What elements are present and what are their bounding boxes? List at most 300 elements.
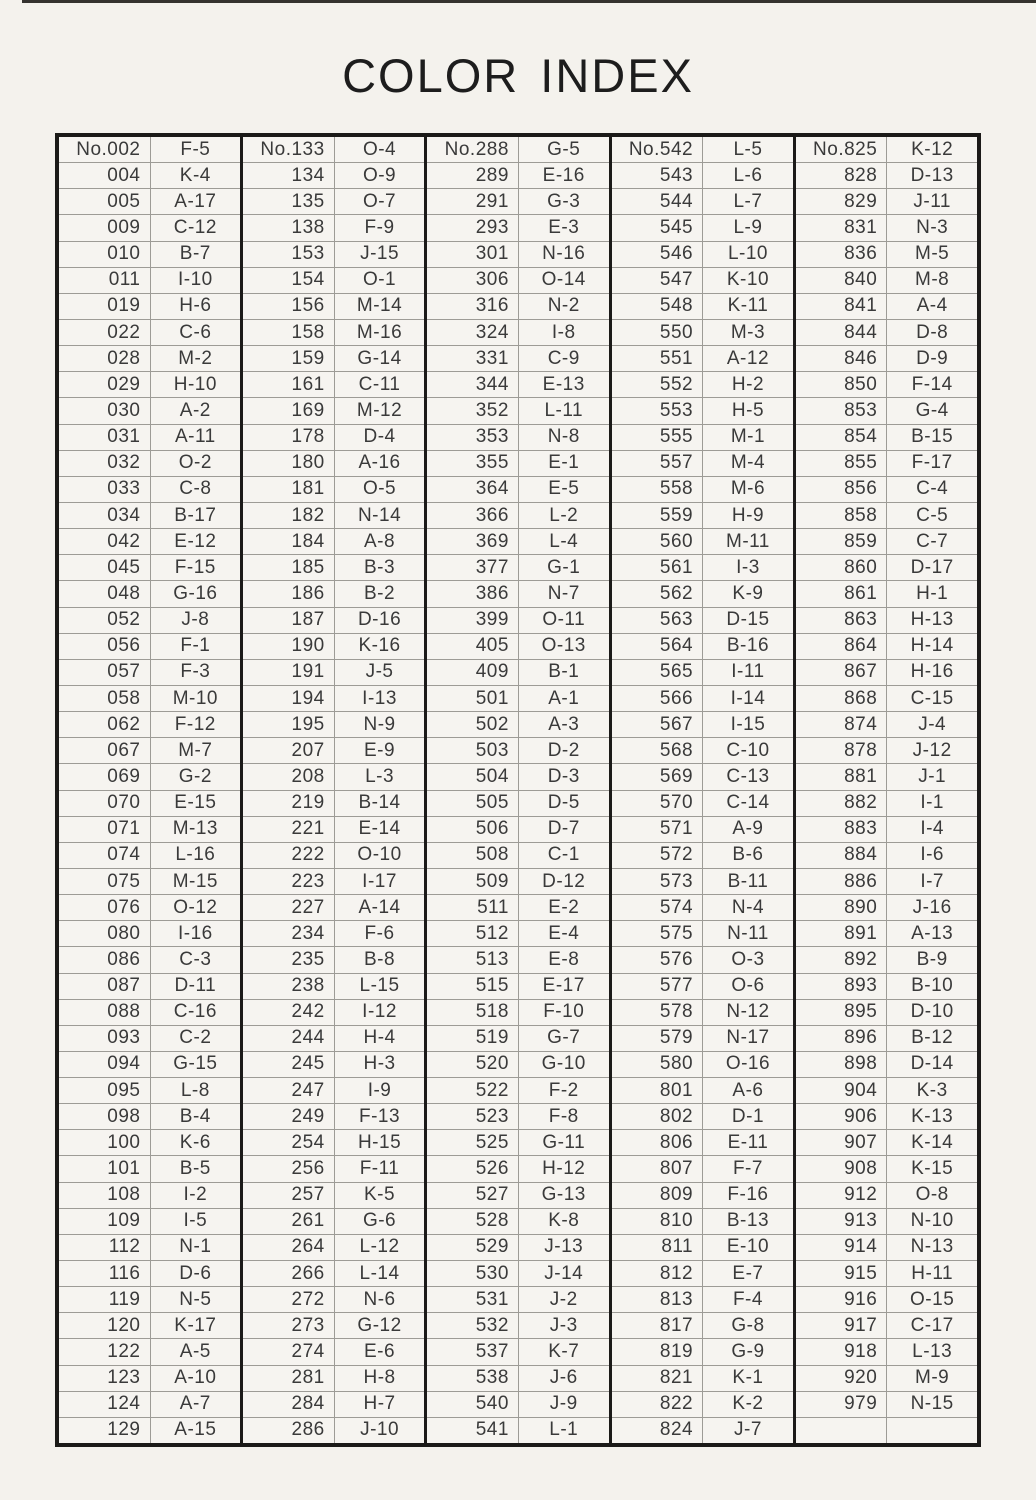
index-number-cell: 846	[796, 346, 888, 371]
color-code-cell: N-17	[726, 1027, 770, 1049]
index-number-cell: 369	[427, 529, 519, 554]
color-code-cell: I-14	[730, 687, 766, 709]
table-row	[59, 1130, 240, 1156]
index-number-cell: 563	[612, 608, 704, 633]
color-code-cell: L-9	[733, 216, 763, 238]
color-code-cell: M-14	[356, 295, 403, 317]
table-row	[59, 215, 240, 241]
table-row	[59, 581, 240, 607]
table-row	[796, 974, 977, 1000]
index-number-cell: 895	[796, 1000, 888, 1025]
table-row	[796, 425, 977, 451]
table-row	[243, 503, 424, 529]
table-row	[796, 1339, 977, 1365]
color-code-cell: A-6	[732, 1079, 764, 1101]
table-row	[796, 686, 977, 712]
color-code-cell: C-9	[547, 347, 580, 369]
color-code-cell: L-2	[549, 504, 579, 526]
table-row	[243, 1313, 424, 1339]
color-code-cell: L-4	[549, 530, 579, 552]
index-number-cell: 256	[243, 1156, 335, 1181]
index-number-cell: 247	[243, 1078, 335, 1103]
table-row	[243, 1366, 424, 1392]
color-code-cell: I-13	[362, 687, 397, 709]
index-number-cell: 242	[243, 1000, 335, 1025]
table-row	[59, 686, 240, 712]
index-number-cell: 399	[427, 608, 519, 633]
index-number-cell: 070	[59, 791, 151, 816]
color-code-cell: E-10	[726, 1236, 770, 1258]
index-number-cell: 562	[612, 581, 704, 606]
index-column	[612, 137, 796, 1443]
color-code-cell: K-14	[911, 1131, 954, 1153]
color-code-cell: D-2	[547, 739, 580, 761]
table-row	[243, 817, 424, 843]
color-code-cell: A-8	[364, 530, 396, 552]
table-row	[243, 372, 424, 398]
index-number-cell: 154	[243, 268, 335, 293]
color-code-cell: N-11	[727, 922, 769, 944]
color-code-cell: D-15	[726, 609, 770, 631]
color-code-cell: M-10	[172, 687, 218, 709]
index-number-cell: 896	[796, 1026, 888, 1051]
color-code-cell: B-2	[364, 582, 396, 604]
color-code-cell: E-15	[174, 792, 217, 814]
table-row	[427, 895, 608, 921]
color-code-cell: H-10	[173, 373, 217, 395]
index-number-cell: 567	[612, 712, 704, 737]
color-code-cell: O-16	[725, 1053, 771, 1075]
index-number-cell: 291	[427, 189, 519, 214]
table-row	[612, 738, 793, 764]
table-row	[796, 1052, 977, 1078]
index-number-cell: 532	[427, 1313, 519, 1338]
index-number-cell: 917	[796, 1313, 888, 1338]
index-number-cell: 042	[59, 529, 151, 554]
index-number-cell: 906	[796, 1104, 888, 1129]
table-row	[243, 712, 424, 738]
table-row	[59, 817, 240, 843]
index-number-cell: 071	[59, 817, 151, 842]
color-code-cell: M-9	[915, 1367, 950, 1389]
color-code-cell: E-14	[358, 818, 401, 840]
color-code-cell: A-1	[548, 687, 580, 709]
color-code-cell: O-15	[910, 1288, 955, 1310]
color-code-cell: H-5	[731, 399, 765, 421]
color-code-cell: H-16	[910, 661, 954, 683]
color-code-cell: M-15	[172, 870, 218, 892]
index-number-cell: 527	[427, 1183, 519, 1208]
index-number-cell: 095	[59, 1078, 151, 1103]
index-number-cell: 355	[427, 451, 519, 476]
color-code-cell: K-12	[911, 138, 954, 160]
color-code-cell: C-14	[726, 792, 770, 814]
table-row	[427, 1261, 608, 1287]
table-row	[796, 660, 977, 686]
index-number-cell: 254	[243, 1130, 335, 1155]
color-code-cell: O-5	[362, 478, 397, 500]
index-number-cell: 515	[427, 974, 519, 999]
color-code-cell: G-1	[547, 556, 581, 578]
index-number-cell: 306	[427, 268, 519, 293]
index-number-cell: 169	[243, 398, 335, 423]
table-row	[243, 1156, 424, 1182]
table-row	[243, 1209, 424, 1235]
index-number-cell: 100	[59, 1130, 151, 1155]
index-number-cell: 028	[59, 346, 151, 371]
table-row	[612, 1000, 793, 1026]
color-code-cell: I-5	[183, 1210, 208, 1232]
color-code-cell: L-3	[365, 765, 395, 787]
color-code-cell: K-4	[179, 164, 211, 186]
color-code-cell: H-12	[542, 1158, 586, 1180]
index-number-cell: 860	[796, 555, 888, 580]
color-code-cell: H-15	[357, 1131, 402, 1153]
table-row	[427, 529, 608, 555]
index-number-cell: 087	[59, 974, 151, 999]
table-row	[243, 764, 424, 790]
index-number-cell: 034	[59, 503, 151, 528]
index-number-cell: 506	[427, 817, 519, 842]
color-code-cell: G-10	[541, 1053, 586, 1075]
color-code-cell: O-9	[362, 164, 397, 186]
color-code-cell: I-9	[367, 1079, 392, 1101]
color-code-cell: M-5	[915, 243, 950, 265]
color-code-cell: A-11	[174, 426, 216, 448]
table-row	[59, 1078, 240, 1104]
color-code-cell: L-10	[727, 243, 768, 265]
color-code-cell: N-14	[357, 504, 402, 526]
table-row	[243, 1261, 424, 1287]
color-code-cell: N-2	[547, 295, 580, 317]
color-code-cell: J-8	[181, 609, 210, 631]
index-number-cell: 916	[796, 1287, 888, 1312]
color-code-cell: E-4	[548, 922, 580, 944]
index-number-cell: 565	[612, 660, 704, 685]
index-number-cell: 512	[427, 921, 519, 946]
color-code-cell: L-15	[359, 975, 400, 997]
table-row	[612, 686, 793, 712]
index-number-cell: 878	[796, 738, 888, 763]
index-number-cell: 191	[243, 660, 335, 685]
table-row	[427, 137, 608, 163]
color-code-cell: L-6	[733, 164, 763, 186]
table-row	[796, 346, 977, 372]
index-number-cell: 824	[612, 1418, 704, 1443]
color-code-cell: O-13	[541, 635, 586, 657]
index-number-cell: 874	[796, 712, 888, 737]
color-code-cell: H-3	[363, 1053, 396, 1075]
index-number-cell: 119	[59, 1287, 151, 1312]
table-row	[427, 398, 608, 424]
table-row	[243, 581, 424, 607]
color-code-cell: J-12	[912, 739, 952, 761]
color-code-cell: E-6	[364, 1341, 396, 1363]
index-number-cell: 540	[427, 1392, 519, 1417]
index-number-cell: 502	[427, 712, 519, 737]
color-code-cell: J-13	[544, 1236, 584, 1258]
color-code-cell: B-3	[364, 556, 396, 578]
table-row	[796, 608, 977, 634]
table-row	[59, 1104, 240, 1130]
index-number-cell: 112	[59, 1235, 151, 1260]
table-row	[243, 686, 424, 712]
color-code-cell: M-16	[356, 321, 403, 343]
color-code-cell: B-11	[727, 870, 769, 892]
table-row	[796, 1078, 977, 1104]
table-row	[796, 895, 977, 921]
color-code-cell: O-10	[357, 844, 402, 866]
index-number-cell: No.542	[612, 137, 704, 162]
index-number-cell: 186	[243, 581, 335, 606]
table-row	[243, 215, 424, 241]
color-code-cell: H-1	[916, 582, 949, 604]
index-number-cell: 908	[796, 1156, 888, 1181]
color-code-cell: A-4	[916, 295, 948, 317]
table-row	[796, 1183, 977, 1209]
index-number-cell: 067	[59, 738, 151, 763]
index-number-cell: 518	[427, 1000, 519, 1025]
table-row	[612, 346, 793, 372]
table-row	[612, 608, 793, 634]
table-row	[427, 1026, 608, 1052]
table-row	[59, 1287, 240, 1313]
color-code-cell: K-11	[727, 295, 769, 317]
index-number-cell: 868	[796, 686, 888, 711]
index-number-cell: No.133	[243, 137, 335, 162]
index-number-cell: 219	[243, 791, 335, 816]
table-row	[243, 1392, 424, 1418]
table-row	[243, 398, 424, 424]
index-number-cell: No.825	[796, 137, 888, 162]
table-row	[427, 1339, 608, 1365]
color-code-cell: F-8	[548, 1105, 579, 1127]
table-row	[427, 947, 608, 973]
index-number-cell: 801	[612, 1078, 704, 1103]
table-row	[59, 477, 240, 503]
index-number-cell: 564	[612, 634, 704, 659]
color-code-cell: D-6	[179, 1262, 212, 1284]
index-number-cell: 184	[243, 529, 335, 554]
color-code-cell: B-13	[726, 1210, 770, 1232]
table-row	[796, 1130, 977, 1156]
table-row	[612, 843, 793, 869]
index-number-cell: 266	[243, 1261, 335, 1286]
table-row	[59, 895, 240, 921]
index-number-cell: 208	[243, 764, 335, 789]
color-code-cell: I-1	[920, 792, 944, 814]
table-row	[612, 1104, 793, 1130]
table-row	[243, 791, 424, 817]
color-code-cell: O-2	[178, 452, 212, 474]
color-code-cell: J-4	[918, 713, 947, 735]
index-number-cell: 844	[796, 320, 888, 345]
index-number-cell: 207	[243, 738, 335, 763]
table-row	[796, 503, 977, 529]
index-number-cell: 918	[796, 1339, 888, 1364]
table-row	[612, 215, 793, 241]
color-code-cell: F-4	[732, 1288, 763, 1310]
index-number-cell: 561	[612, 555, 704, 580]
color-code-cell: E-13	[542, 373, 585, 395]
table-row	[243, 189, 424, 215]
color-code-cell: O-7	[362, 190, 397, 212]
table-row	[796, 1235, 977, 1261]
color-code-cell: J-15	[360, 243, 400, 265]
table-row	[59, 163, 240, 189]
color-code-cell: K-2	[732, 1393, 764, 1415]
table-row	[612, 555, 793, 581]
index-number-cell: 501	[427, 686, 519, 711]
index-number-cell: 819	[612, 1339, 704, 1364]
index-number-cell: 138	[243, 215, 335, 240]
color-code-cell: F-6	[364, 922, 395, 944]
color-code-cell: L-11	[544, 399, 584, 421]
color-code-cell: O-3	[731, 948, 765, 970]
color-code-cell: I-12	[362, 1001, 397, 1023]
color-code-cell: L-16	[175, 844, 216, 866]
table-row	[612, 974, 793, 1000]
table-row	[796, 268, 977, 294]
table-row	[796, 712, 977, 738]
table-row	[243, 137, 424, 163]
color-code-cell: B-9	[916, 948, 948, 970]
index-number-cell: 122	[59, 1339, 151, 1364]
color-code-cell: J-5	[365, 661, 394, 683]
index-number-cell: 274	[243, 1339, 335, 1364]
color-code-cell: C-7	[916, 530, 949, 552]
table-row	[59, 294, 240, 320]
index-number-cell: 522	[427, 1078, 519, 1103]
color-code-cell: J-7	[734, 1419, 762, 1441]
table-row	[59, 425, 240, 451]
index-number-cell: 129	[59, 1418, 151, 1443]
index-number-cell: 109	[59, 1209, 151, 1234]
color-code-cell: G-6	[362, 1210, 397, 1232]
index-number-cell: 344	[427, 372, 519, 397]
table-row	[59, 242, 240, 268]
color-code-cell: B-15	[911, 426, 954, 448]
color-code-cell: I-10	[177, 269, 213, 291]
index-number-cell: 912	[796, 1183, 888, 1208]
table-row	[796, 1261, 977, 1287]
color-code-cell: F-1	[180, 635, 211, 657]
index-number-cell: 058	[59, 686, 151, 711]
index-number-cell: No.002	[59, 137, 151, 162]
index-number-cell: 531	[427, 1287, 519, 1312]
color-code-cell: O-1	[362, 269, 397, 291]
index-number-cell: 088	[59, 1000, 151, 1025]
table-row	[427, 686, 608, 712]
index-number-cell: 840	[796, 268, 888, 293]
table-row	[612, 634, 793, 660]
color-code-cell: D-12	[542, 870, 586, 892]
table-row	[59, 189, 240, 215]
index-number-cell: 190	[243, 634, 335, 659]
table-row	[612, 1026, 793, 1052]
color-code-cell: H-14	[910, 635, 954, 657]
color-code-cell: K-17	[174, 1314, 217, 1336]
table-row	[59, 372, 240, 398]
color-code-cell: A-17	[174, 190, 217, 212]
table-row	[427, 189, 608, 215]
index-number-cell: 907	[796, 1130, 888, 1155]
table-row	[427, 1392, 608, 1418]
table-row	[796, 764, 977, 790]
index-number-cell: 829	[796, 189, 888, 214]
color-code-cell: F-17	[911, 452, 953, 474]
index-number-cell: 123	[59, 1366, 151, 1391]
color-code-cell: H-6	[179, 295, 212, 317]
table-row	[59, 764, 240, 790]
color-code-cell: A-13	[911, 922, 954, 944]
color-code-cell: D-4	[363, 426, 396, 448]
color-code-cell: I-3	[736, 556, 760, 578]
index-number-cell: 009	[59, 215, 151, 240]
index-number-cell: 161	[243, 372, 335, 397]
color-code-cell: I-15	[730, 713, 766, 735]
index-number-cell: 574	[612, 895, 704, 920]
index-number-cell: 915	[796, 1261, 888, 1286]
color-code-cell: K-13	[911, 1105, 954, 1127]
table-row	[59, 1313, 240, 1339]
index-number-cell: 264	[243, 1235, 335, 1260]
table-row	[59, 869, 240, 895]
index-number-cell: 069	[59, 764, 151, 789]
index-number-cell: 221	[243, 817, 335, 842]
table-row	[243, 529, 424, 555]
index-number-cell: 178	[243, 425, 335, 450]
table-row	[59, 320, 240, 346]
index-column	[59, 137, 243, 1443]
page-title: COLOR INDEX	[342, 49, 694, 102]
index-number-cell: 529	[427, 1235, 519, 1260]
table-row	[796, 1418, 977, 1443]
table-row	[612, 268, 793, 294]
color-code-cell: C-8	[179, 478, 212, 500]
index-number-cell: 537	[427, 1339, 519, 1364]
index-number-cell: 802	[612, 1104, 704, 1129]
color-code-cell: D-8	[916, 321, 949, 343]
table-row	[612, 869, 793, 895]
table-row	[612, 242, 793, 268]
color-code-cell: N-3	[916, 216, 949, 238]
color-code-cell: D-1	[731, 1105, 765, 1127]
color-code-cell: M-12	[356, 399, 403, 421]
table-row	[612, 398, 793, 424]
index-number-cell: 019	[59, 294, 151, 319]
table-row	[612, 791, 793, 817]
color-code-cell: K-7	[548, 1341, 580, 1363]
index-number-cell: 809	[612, 1183, 704, 1208]
index-number-cell: 504	[427, 764, 519, 789]
table-row	[796, 555, 977, 581]
table-row	[796, 738, 977, 764]
index-number-cell: 550	[612, 320, 704, 345]
color-code-cell: O-11	[542, 609, 586, 631]
index-number-cell: 893	[796, 974, 888, 999]
index-number-cell: 568	[612, 738, 704, 763]
table-row	[59, 1261, 240, 1287]
table-row	[427, 268, 608, 294]
color-code-cell: B-5	[179, 1158, 211, 1180]
index-number-cell: 409	[427, 660, 519, 685]
table-row	[427, 1366, 608, 1392]
index-number-cell: 377	[427, 555, 519, 580]
table-row	[796, 921, 977, 947]
index-number-cell: 249	[243, 1104, 335, 1129]
color-code-cell: F-14	[911, 373, 953, 395]
